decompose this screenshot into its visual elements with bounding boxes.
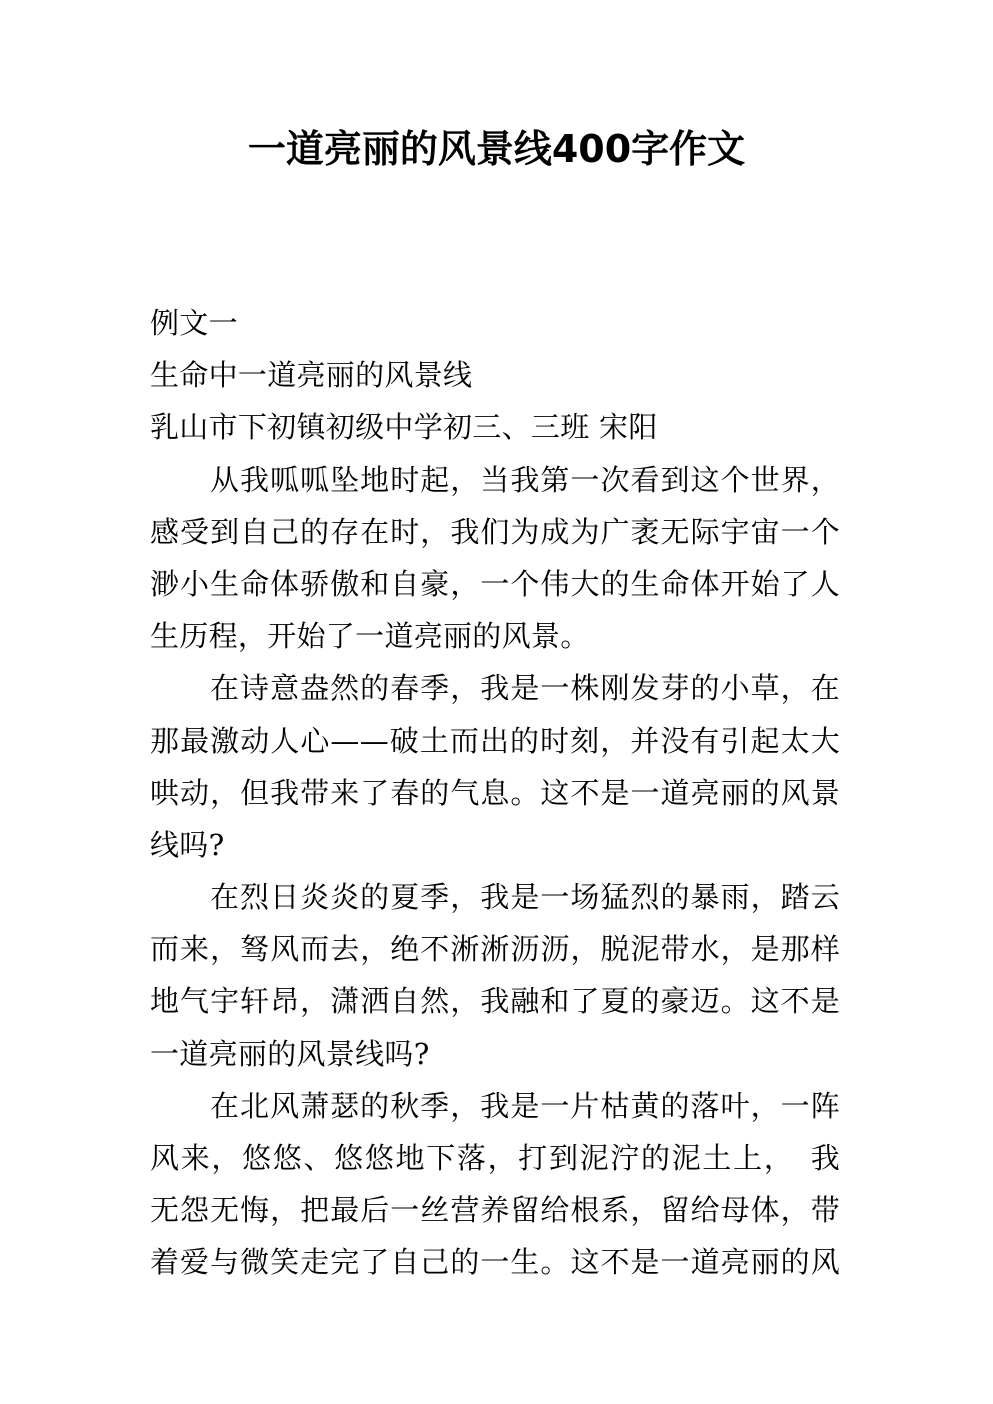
text-line: 哄动，但我带来了春的气息。这不是一道亮丽的风景 xyxy=(150,775,840,810)
text-line: 生历程，开始了一道亮丽的风景。 xyxy=(150,619,590,654)
document-body xyxy=(150,297,840,1289)
text-line: 地气宇轩昂，潇洒自然，我融和了夏的豪迈。这不是 xyxy=(150,984,840,1019)
document-title: 一道亮丽的风景线400字作文 xyxy=(247,127,746,171)
text-line: 而来，驽风而去，绝不淅淅沥沥，脱泥带水，是那样 xyxy=(150,932,840,967)
text-line: 风来，悠悠、悠悠地下落，打到泥泞的泥土上， 我 xyxy=(150,1141,840,1175)
text-line: 例文一 xyxy=(150,306,238,340)
text-line: 无怨无悔，把最后一丝营养留给根系，留给母体，带 xyxy=(150,1193,840,1228)
text-line: 在烈日炎炎的夏季，我是一场猛烈的暴雨，踏云 xyxy=(210,880,840,915)
text-line: 着爱与微笑走完了自己的一生。这不是一道亮丽的风 xyxy=(150,1245,840,1280)
text-line: 感受到自己的存在时，我们为成为广袤无际宇宙一个 xyxy=(150,514,840,549)
text-line: 那最激动人心——破土而出的时刻，并没有引起太大 xyxy=(150,723,840,758)
text-line: 从我呱呱坠地时起，当我第一次看到这个世界， xyxy=(210,462,840,497)
text-line: 生命中一道亮丽的风景线 xyxy=(150,358,473,393)
text-line: 一道亮丽的风景线吗? xyxy=(150,1036,430,1071)
text-line: 渺小生命体骄傲和自豪，一个伟大的生命体开始了人 xyxy=(150,566,840,601)
text-line: 乳山市下初镇初级中学初三、三班 宋阳 xyxy=(150,410,658,445)
text-line: 在诗意盎然的春季，我是一株刚发芽的小草，在 xyxy=(210,671,840,706)
text-line: 在北风萧瑟的秋季，我是一片枯黄的落叶，一阵 xyxy=(210,1088,840,1123)
text-line: 线吗? xyxy=(150,827,225,862)
